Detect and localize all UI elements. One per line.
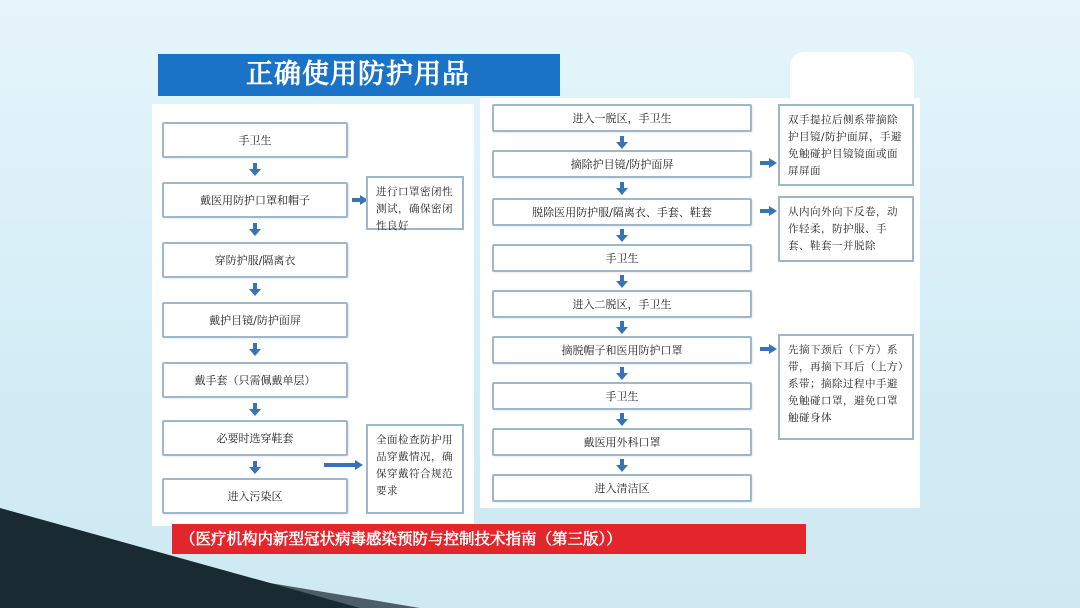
doffing-step-9: 进入清洁区 [492,474,752,502]
doffing-step-7: 手卫生 [492,382,752,410]
down-arrow-icon [616,281,628,288]
page-title: 正确使用防护用品 [158,54,560,96]
right-arrow-icon [760,158,778,168]
right-arrow-icon [760,344,778,354]
donning-step-1: 手卫生 [162,122,348,158]
down-arrow-icon [616,327,628,334]
down-arrow-icon [616,465,628,472]
down-arrow-icon [249,289,261,296]
doffing-note-2: 从内向外向下反卷，动作轻柔，防护服、手套、鞋套一并脱除 [778,196,914,262]
donning-step-6: 必要时选穿鞋套 [162,420,348,456]
down-arrow-icon [616,188,628,195]
doffing-note-3: 先摘下颈后（下方）系带，再摘下耳后（上方）系带；摘除过程中手避免触碰口罩，避免口罩触碰身体 [778,334,914,440]
doffing-step-4: 手卫生 [492,244,752,272]
right-arrow-icon [760,206,778,216]
down-arrow-icon [616,419,628,426]
donning-step-7: 进入污染区 [162,478,348,514]
down-arrow-icon [249,229,261,236]
donning-note-2: 全面检查防护用品穿戴情况，确保穿戴符合规范要求 [366,424,464,514]
down-arrow-icon [249,409,261,416]
down-arrow-icon [616,235,628,242]
doffing-step-6: 摘脱帽子和医用防护口罩 [492,336,752,364]
down-arrow-icon [249,169,261,176]
doffing-note-1: 双手提拉后侧系带摘除护目镜/防护面屏，手避免触碰护目镜镜面或面屏屏面 [778,104,914,186]
donning-note-1: 进行口罩密闭性测试，确保密闭性良好 [366,176,464,230]
down-arrow-icon [616,142,628,149]
donning-step-4: 戴护目镜/防护面屏 [162,302,348,338]
source-citation: （医疗机构内新型冠状病毒感染预防与控制技术指南（第三版）） [172,524,806,554]
donning-step-3: 穿防护服/隔离衣 [162,242,348,278]
doffing-step-2: 摘除护目镜/防护面屏 [492,150,752,178]
doffing-step-5: 进入二脱区，手卫生 [492,290,752,318]
doffing-step-1: 进入一脱区，手卫生 [492,104,752,132]
down-arrow-icon [249,349,261,356]
donning-step-5: 戴手套（只需佩戴单层） [162,362,348,398]
doffing-step-8: 戴医用外科口罩 [492,428,752,456]
doffing-step-3: 脱除医用防护服/隔离衣、手套、鞋套 [492,198,752,226]
down-arrow-icon [249,467,261,474]
donning-step-2: 戴医用防护口罩和帽子 [162,182,348,218]
right-arrow-icon [324,460,364,470]
down-arrow-icon [616,373,628,380]
